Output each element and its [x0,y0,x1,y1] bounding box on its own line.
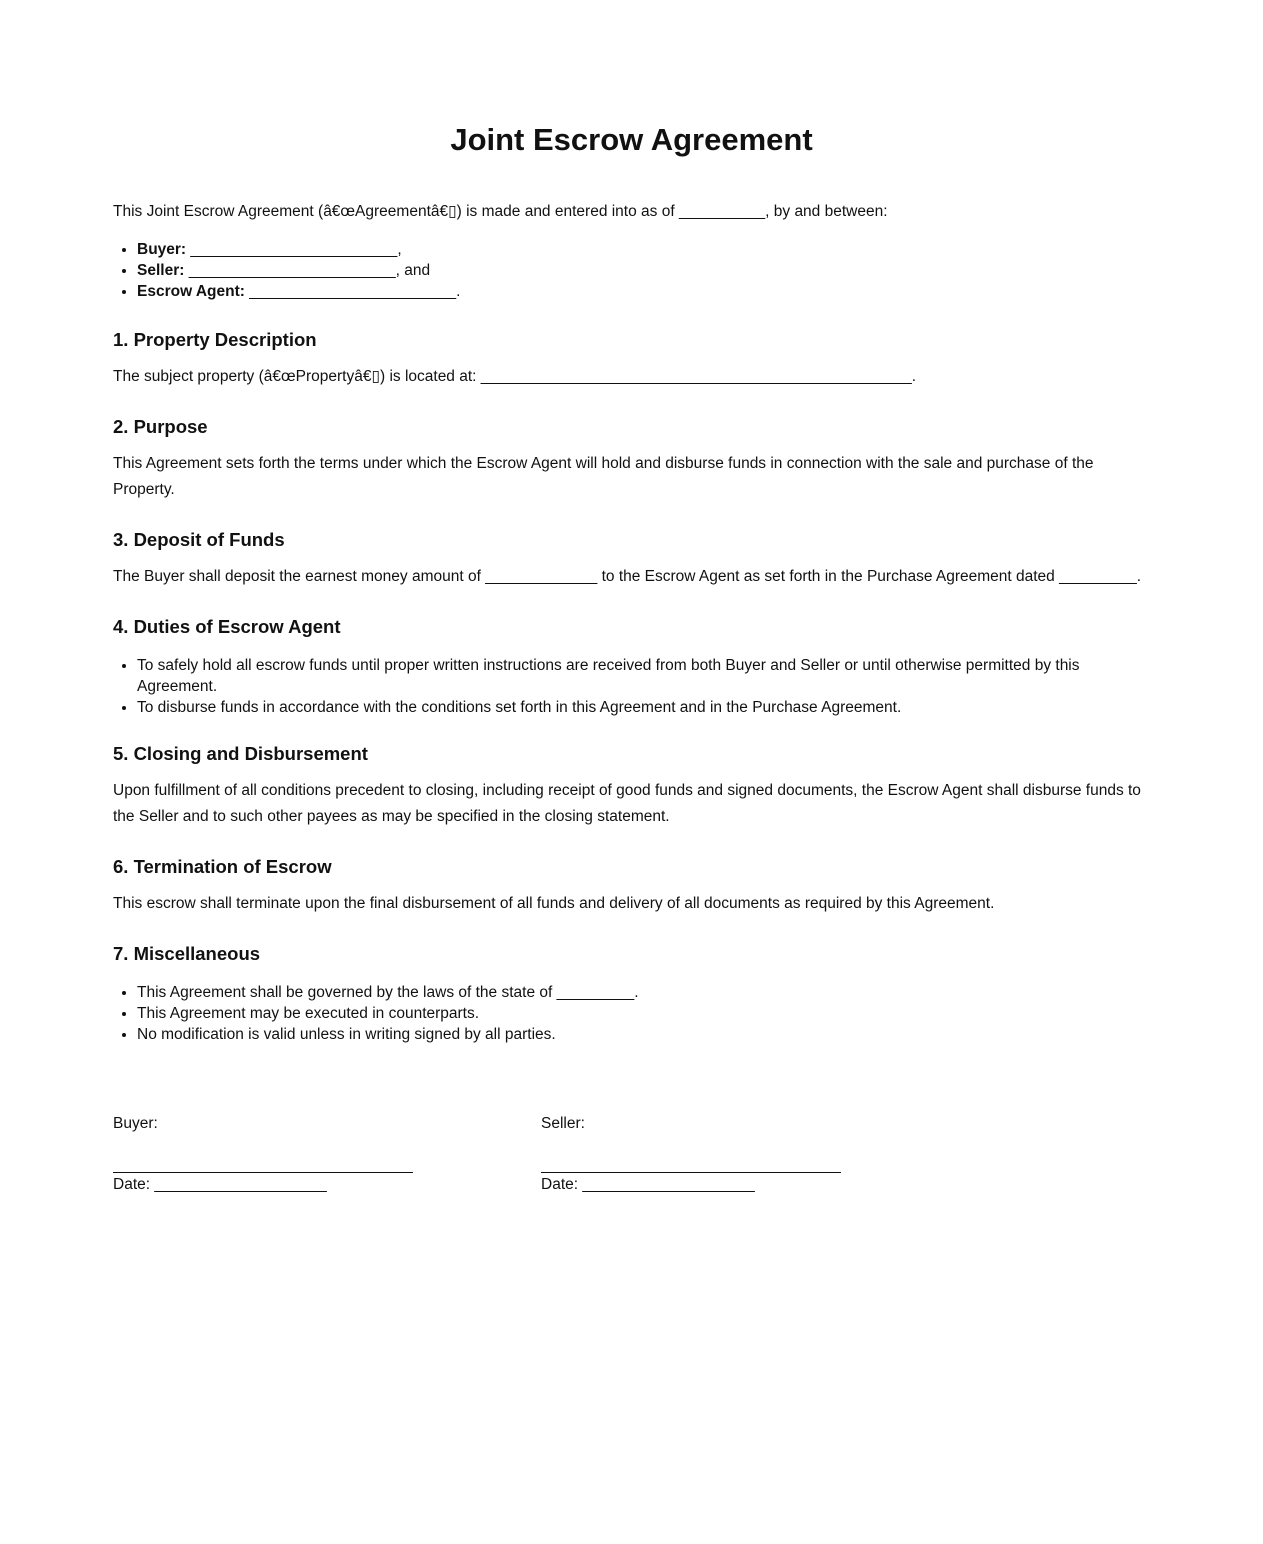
signature-label: Seller: [541,1115,585,1132]
section-heading: 1. Property Description [113,329,317,350]
party-escrow-agent [137,281,1150,302]
party-suffix: . [456,283,461,300]
list-item: • To safely hold all escrow funds until proper written instructions are received from both Buyer and Seller or until otherwise permitted by this Agreement. [137,655,1150,697]
section-heading: 7. Miscellaneous [113,943,261,964]
section-heading: 4. Duties of Escrow Agent [113,616,341,637]
party-blank: ________________________ [244,283,457,300]
section-miscellaneous [113,942,1150,1045]
section-property-description [113,328,1150,390]
signature-date: Date: ____________________ [113,1176,327,1193]
section-heading: 3. Deposit of Funds [113,529,285,550]
section-heading: 6. Termination of Escrow [113,856,332,877]
section-text: This escrow shall terminate upon the final disbursement of all funds and delivery of all documents as required by this Agreement. [113,895,995,912]
list-item: • This Agreement may be executed in counterparts. [137,1003,1150,1024]
party-blank: ________________________ [186,241,398,258]
document-title: Joint Escrow Agreement [450,122,813,157]
section-closing-and-disbursement [113,742,1150,830]
parties-list [113,239,1150,302]
section-heading: 5. Closing and Disbursement [113,743,368,764]
signature-block-buyer [113,1113,541,1197]
miscellaneous-list [113,982,1150,1045]
section-deposit-of-funds [113,528,1150,590]
intro-paragraph: This Joint Escrow Agreement (â€œAgreementâ€▯) is made and entered into as of __________, by and between: [113,203,888,220]
party-label: Seller: [137,262,185,279]
signature-area [113,1113,1150,1197]
party-label: Escrow Agent: [137,283,245,300]
section-termination-of-escrow [113,855,1150,917]
party-suffix: , [397,241,402,258]
party-label: Buyer: [137,241,187,258]
duties-list [113,655,1150,718]
document-page [113,0,1150,1197]
party-suffix: , and [395,262,431,279]
party-seller [137,260,1150,281]
party-blank: ________________________ [184,262,396,279]
list-item: • This Agreement shall be governed by the laws of the state of _________. [137,982,1150,1003]
signature-block-seller [541,1113,969,1197]
list-item: • To disburse funds in accordance with the conditions set forth in this Agreement and in the Purchase Agreement. [137,697,1150,718]
section-text: This Agreement sets forth the terms under which the Escrow Agent will hold and disburse funds in connection with the sale and purchase of the Property. [113,455,1094,498]
section-text: The subject property (â€œPropertyâ€▯) is located at: __________________________________________________. [113,368,917,385]
signature-line [541,1135,841,1173]
section-heading: 2. Purpose [113,416,208,437]
signature-date: Date: ____________________ [541,1176,755,1193]
list-item: • No modification is valid unless in writing signed by all parties. [137,1024,1150,1045]
signature-line [113,1135,413,1173]
party-buyer [137,239,1150,260]
section-purpose [113,415,1150,503]
section-text: Upon fulfillment of all conditions precedent to closing, including receipt of good funds and signed documents, the Escrow Agent shall disburse funds to the Seller and to such other payees as may be specified in the closing statement. [113,782,1141,825]
section-text: The Buyer shall deposit the earnest money amount of _____________ to the Escrow Agent as set forth in the Purchase Agreement dated _________. [113,568,1141,585]
signature-label: Buyer: [113,1115,158,1132]
section-duties-of-escrow-agent [113,615,1150,718]
